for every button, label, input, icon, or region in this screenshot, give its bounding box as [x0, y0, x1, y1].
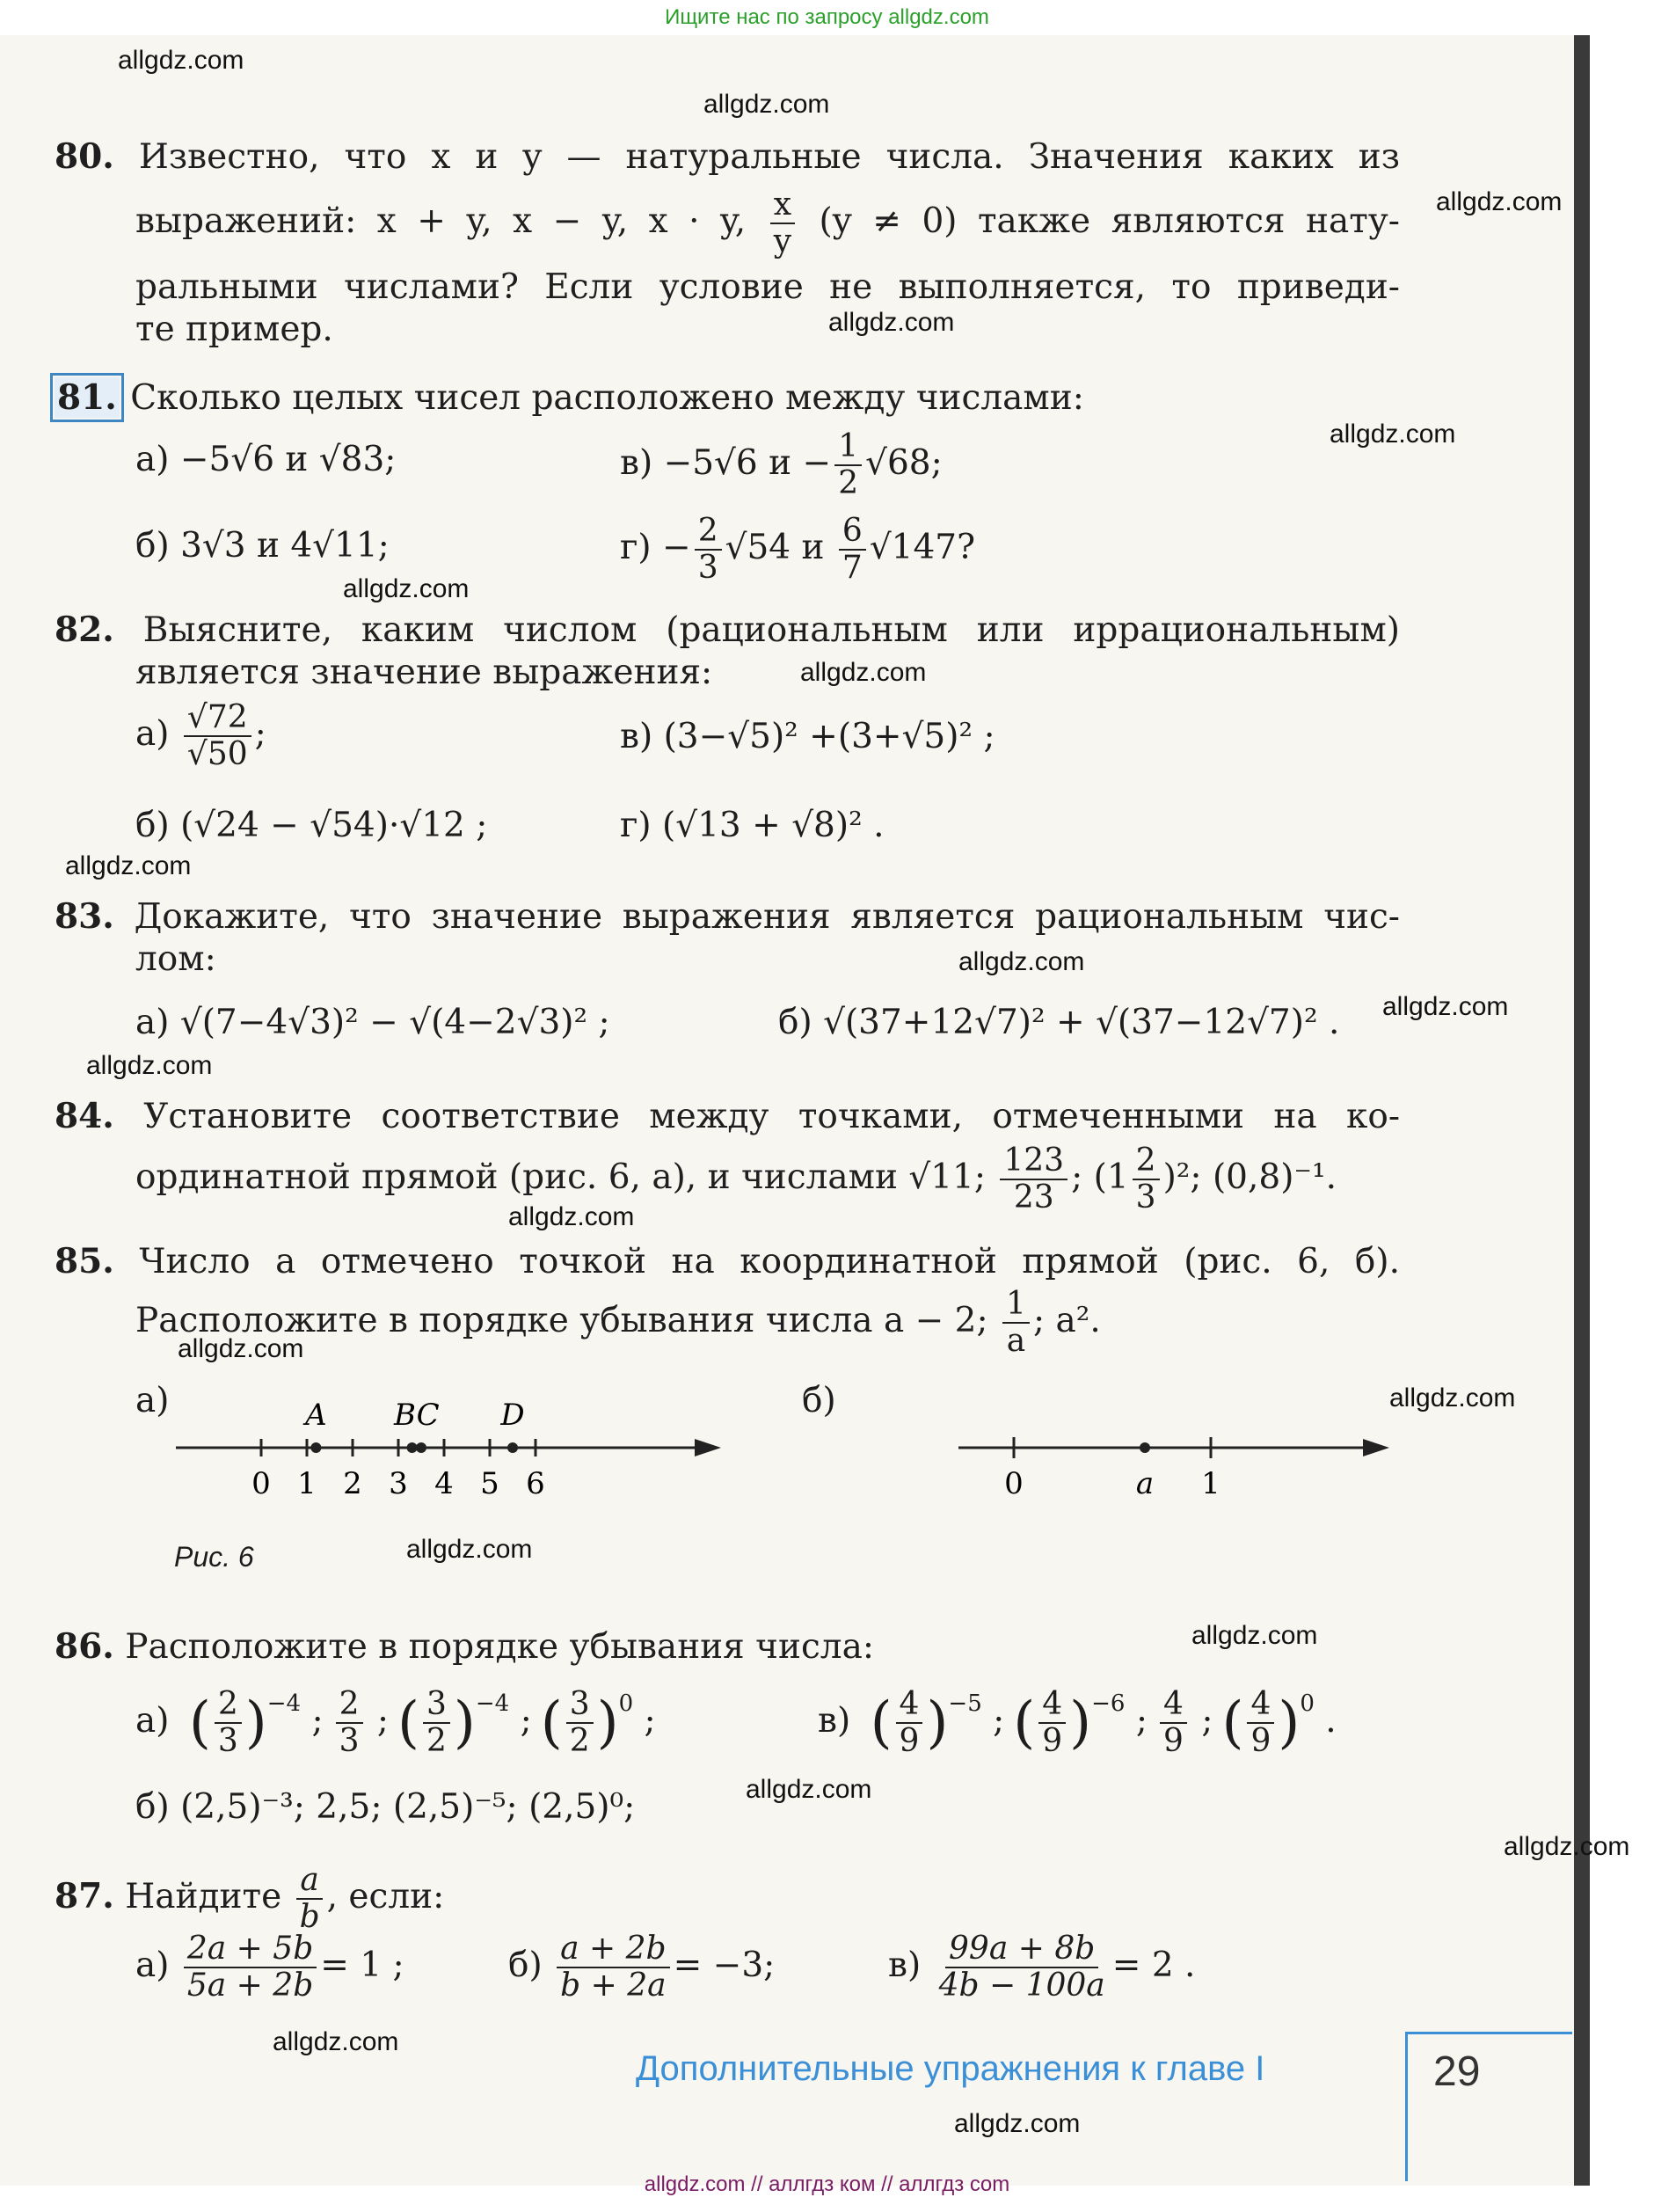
- denominator: a: [1006, 1323, 1026, 1359]
- denominator: 5a + 2b: [186, 1967, 314, 2004]
- task-number: 80.: [55, 136, 114, 177]
- power-term: [1156, 1686, 1213, 1759]
- numerator: 4: [1247, 1687, 1274, 1724]
- denominator: 3: [1135, 1179, 1156, 1216]
- task-86: [55, 1625, 874, 1668]
- task-87-v: [888, 1931, 1195, 2004]
- fraction: [1133, 1143, 1160, 1216]
- fraction: [423, 1687, 450, 1759]
- fraction: [1002, 1287, 1030, 1359]
- item-label: б): [508, 1946, 543, 1985]
- number-line-a: [167, 1398, 739, 1513]
- numerator: 4: [1038, 1687, 1066, 1724]
- tick-label-1: 1: [1201, 1466, 1220, 1501]
- task-text: ; (1: [1071, 1157, 1129, 1197]
- task-85: [55, 1240, 1400, 1359]
- fraction: [336, 1687, 363, 1759]
- tick-label: 0: [251, 1466, 271, 1501]
- point: [407, 1442, 418, 1453]
- numerator: 1: [834, 429, 862, 466]
- separator: ;: [366, 1701, 390, 1741]
- task-text: , если:: [326, 1877, 445, 1916]
- paren: (: [540, 1690, 563, 1756]
- denominator: 9: [1042, 1723, 1063, 1759]
- task-86-b: б) (2,5)⁻³; 2,5; (2,5)⁻⁵; (2,5)⁰;: [135, 1787, 636, 1827]
- task-text: Расположите в порядке убывания числа:: [125, 1627, 874, 1667]
- tick-label: 1: [297, 1466, 317, 1501]
- point: [310, 1442, 321, 1453]
- task-text: лом:: [135, 939, 216, 979]
- separator: ;: [981, 1701, 1005, 1741]
- tick-label: 4: [434, 1466, 454, 1501]
- fraction: [566, 1687, 594, 1759]
- task-83-b: б) √(37+12√7)² + √(37−12√7)² .: [778, 1003, 1340, 1042]
- tick-label: 5: [480, 1466, 499, 1501]
- item-text: в) −5√6 и −: [620, 443, 832, 483]
- watermark: allgdz.com: [1191, 1621, 1318, 1650]
- task-text: Расположите в порядке убывания числа a − 2;: [135, 1301, 988, 1340]
- watermark: allgdz.com: [800, 658, 927, 687]
- task-83: [55, 895, 1400, 981]
- task-text: Установите соответствие между точками, отмеченными на ко-: [143, 1097, 1400, 1136]
- denominator: 7: [842, 550, 863, 586]
- task-81-a: а) −5√6 и √83;: [135, 440, 397, 479]
- denominator: 2: [426, 1723, 447, 1759]
- item-text: √68;: [865, 443, 943, 483]
- watermark: allgdz.com: [746, 1775, 872, 1804]
- chapter-footer-title: Дополнительные упражнения к главе I: [636, 2049, 1265, 2088]
- watermark: allgdz.com: [1330, 420, 1456, 449]
- fraction: [1038, 1687, 1066, 1759]
- fraction: [936, 1931, 1109, 2004]
- task-84: [55, 1095, 1400, 1216]
- watermark: allgdz.com: [828, 308, 955, 337]
- paren: ): [244, 1690, 267, 1756]
- task-number: 82.: [55, 610, 114, 650]
- item-text: √147?: [869, 528, 976, 567]
- denominator: √50: [186, 736, 248, 772]
- task-82: [55, 609, 1400, 694]
- denominator: 3: [697, 550, 718, 586]
- watermark: allgdz.com: [958, 947, 1085, 976]
- numerator: 2: [336, 1687, 363, 1724]
- point-label: D: [500, 1398, 525, 1433]
- fraction: [184, 700, 251, 772]
- watermark: allgdz.com: [65, 851, 192, 880]
- exponent: 0: [618, 1690, 634, 1717]
- number-line-b: [950, 1398, 1407, 1513]
- task-text: Число a отмечено точкой на координатной прямой (рис. 6, б).: [139, 1242, 1400, 1281]
- task-number: 83.: [55, 896, 114, 937]
- margin: [1590, 35, 1654, 2186]
- fraction: [557, 1931, 669, 2004]
- point-label: A: [305, 1398, 327, 1433]
- watermark: allgdz.com: [1436, 187, 1563, 216]
- power-term: [870, 1686, 1005, 1759]
- numerator: 1: [1002, 1287, 1030, 1324]
- item-text: г) −: [620, 528, 691, 567]
- exponent: 0: [1300, 1690, 1315, 1717]
- denominator: 2: [838, 465, 859, 501]
- task-number: 81.: [55, 377, 120, 418]
- watermark: allgdz.com: [1382, 992, 1509, 1021]
- separator: ;: [301, 1701, 324, 1741]
- power-term: [188, 1686, 324, 1759]
- numerator: 2: [215, 1687, 242, 1724]
- task-text: выражений: x + y, x − y, x · y,: [135, 201, 747, 241]
- denominator: 23: [1013, 1179, 1054, 1216]
- task-text: Выясните, каким числом (рациональным или иррациональным): [142, 610, 1400, 650]
- point: [507, 1442, 518, 1453]
- tick-label-0: 0: [1004, 1466, 1024, 1501]
- paren: ): [596, 1690, 619, 1756]
- task-text: те пример.: [135, 310, 333, 349]
- paren: ): [1278, 1690, 1301, 1756]
- task-87: [55, 1863, 444, 1935]
- task-82-b: б) (√24 − √54)·√12 ;: [135, 806, 488, 845]
- numerator: a + 2b: [557, 1931, 669, 1968]
- separator: ;: [509, 1701, 532, 1741]
- separator: .: [1314, 1701, 1337, 1741]
- task-81-g: [620, 514, 975, 586]
- power-term: [1013, 1686, 1148, 1759]
- paren: (: [397, 1690, 420, 1756]
- exponent: −5: [948, 1690, 982, 1717]
- fraction: [215, 1687, 242, 1759]
- watermark: allgdz.com: [178, 1334, 304, 1363]
- numerator: √72: [184, 700, 251, 737]
- task-82-a: [135, 700, 266, 772]
- task-83-a: а) √(7−4√3)² − √(4−2√3)² ;: [135, 1003, 610, 1042]
- item-text: = 1 ;: [320, 1946, 404, 1985]
- task-text: Найдите: [125, 1877, 282, 1916]
- exponent: −6: [1091, 1690, 1126, 1717]
- numerator: 4: [1160, 1687, 1187, 1724]
- watermark: allgdz.com: [343, 574, 470, 603]
- top-banner[interactable]: Ищите нас по запросу allgdz.com: [665, 5, 989, 29]
- fraction: [296, 1863, 324, 1935]
- separator: ;: [1125, 1701, 1148, 1741]
- page-number: 29: [1433, 2048, 1481, 2095]
- watermark: allgdz.com: [118, 46, 244, 75]
- fig-a-label: а): [135, 1381, 170, 1420]
- watermark: allgdz.com: [508, 1202, 635, 1231]
- watermark: allgdz.com: [86, 1051, 213, 1080]
- item-text: = −3;: [673, 1946, 776, 1985]
- numerator: 3: [566, 1687, 594, 1724]
- paren: (: [870, 1690, 893, 1756]
- denominator: 3: [217, 1723, 238, 1759]
- item-text: ;: [254, 714, 266, 754]
- numerator: 4: [896, 1687, 923, 1724]
- watermark: allgdz.com: [1504, 1832, 1630, 1861]
- tick-label: 3: [389, 1466, 408, 1501]
- separator: ;: [633, 1701, 656, 1741]
- watermark: allgdz.com: [703, 90, 830, 119]
- axis-arrow: [695, 1439, 721, 1456]
- task-81-v: [620, 429, 943, 501]
- task-87-b: [508, 1931, 775, 2004]
- power-term: [540, 1686, 656, 1759]
- tick-label: 6: [526, 1466, 545, 1501]
- tick-label: 2: [343, 1466, 362, 1501]
- fraction: [839, 514, 866, 586]
- footer-divider: [1405, 2032, 1408, 2181]
- task-text: ральными числами? Если условие не выполняется, то приведи-: [135, 267, 1400, 307]
- fraction: [695, 514, 722, 586]
- fraction: [770, 187, 795, 259]
- exponent: −4: [475, 1690, 510, 1717]
- book-spine: [1574, 35, 1590, 2186]
- task-87-a: [135, 1931, 404, 2004]
- fraction: [1247, 1687, 1274, 1759]
- denominator: 2: [569, 1723, 590, 1759]
- power-term: [1221, 1686, 1337, 1759]
- fraction: [184, 1931, 317, 2004]
- footer-divider: [1405, 2032, 1572, 2034]
- task-text: ; a².: [1032, 1301, 1101, 1340]
- fraction: [834, 429, 862, 501]
- numerator: 123: [1000, 1143, 1067, 1180]
- task-text: Сколько целых чисел расположено между числами:: [130, 378, 1084, 418]
- task-text: является значение выражения:: [135, 653, 713, 692]
- task-86-v: [818, 1687, 1337, 1759]
- power-list: [180, 1686, 656, 1759]
- numerator: 3: [423, 1687, 450, 1724]
- fraction: [1000, 1143, 1067, 1216]
- watermark: allgdz.com: [1389, 1383, 1516, 1413]
- watermark: allgdz.com: [406, 1535, 533, 1564]
- denominator: 9: [1163, 1723, 1184, 1759]
- item-text: = 2 .: [1111, 1946, 1196, 1985]
- numerator: 2: [1133, 1143, 1160, 1180]
- task-text: Докажите, что значение выражения является рациональным чис-: [134, 897, 1400, 937]
- denominator: b: [299, 1899, 320, 1935]
- exponent: −4: [266, 1690, 302, 1717]
- paren: (: [1013, 1690, 1036, 1756]
- task-80: [55, 135, 1400, 351]
- task-text: )²; (0,8)⁻¹.: [1162, 1157, 1337, 1197]
- numerator: x: [770, 187, 795, 224]
- watermark: allgdz.com: [954, 2109, 1081, 2138]
- task-number: 84.: [55, 1096, 114, 1136]
- task-text: (y ≠ 0) также являются нату-: [819, 201, 1400, 241]
- task-number: 85.: [55, 1241, 114, 1281]
- bottom-banner[interactable]: allgdz.com // аллгдз ком // аллгдз com: [644, 2172, 1010, 2196]
- denominator: 3: [339, 1723, 360, 1759]
- fig-b-label: б): [802, 1381, 836, 1420]
- fraction: [1160, 1687, 1187, 1759]
- denominator: 4b − 100a: [938, 1967, 1105, 2004]
- task-number: 87.: [55, 1876, 114, 1916]
- numerator: 2: [695, 514, 722, 551]
- task-81: [55, 376, 1084, 420]
- item-label: в): [818, 1701, 851, 1741]
- numerator: 2a + 5b: [184, 1931, 317, 1968]
- paren: ): [926, 1690, 949, 1756]
- axis-arrow: [1363, 1439, 1389, 1456]
- paren: ): [1069, 1690, 1092, 1756]
- denominator: b + 2a: [560, 1967, 667, 2004]
- paren: ): [453, 1690, 476, 1756]
- watermark: allgdz.com: [273, 2027, 399, 2056]
- item-label: в): [888, 1946, 922, 1985]
- denominator: y: [773, 223, 792, 259]
- task-82-g: г) (√13 + √8)² .: [620, 806, 885, 845]
- task-text: Известно, что x и y — натуральные числа. Значения каких из: [138, 137, 1400, 177]
- task-82-v: в) (3−√5)² +(3+√5)² ;: [620, 717, 995, 756]
- item-text: √54 и: [725, 528, 825, 567]
- task-text: ординатной прямой (рис. 6, а), и числами √11;: [135, 1157, 986, 1197]
- item-label: а): [135, 1946, 170, 1985]
- power-term: [397, 1686, 532, 1759]
- item-label: а): [135, 1701, 170, 1741]
- points: [302, 1398, 525, 1453]
- power-list: [862, 1686, 1337, 1759]
- paren: (: [1221, 1690, 1244, 1756]
- power-term: [332, 1686, 390, 1759]
- figure-caption: Рис. 6: [174, 1541, 254, 1573]
- point-a: [1140, 1442, 1150, 1453]
- separator: ;: [1190, 1701, 1213, 1741]
- point-label: BC: [393, 1398, 440, 1433]
- numerator: 6: [839, 514, 866, 551]
- fraction: [896, 1687, 923, 1759]
- numerator: a: [296, 1863, 322, 1900]
- paren: (: [188, 1690, 211, 1756]
- task-86-a: [135, 1687, 656, 1759]
- denominator: 9: [1250, 1723, 1271, 1759]
- task-number: 86.: [55, 1626, 114, 1667]
- point: [416, 1442, 426, 1453]
- task-81-b: б) 3√3 и 4√11;: [135, 526, 390, 566]
- numerator: 99a + 8b: [945, 1931, 1098, 1968]
- tick-label-a: a: [1135, 1466, 1155, 1501]
- item-text: а): [135, 714, 170, 754]
- denominator: 9: [899, 1723, 920, 1759]
